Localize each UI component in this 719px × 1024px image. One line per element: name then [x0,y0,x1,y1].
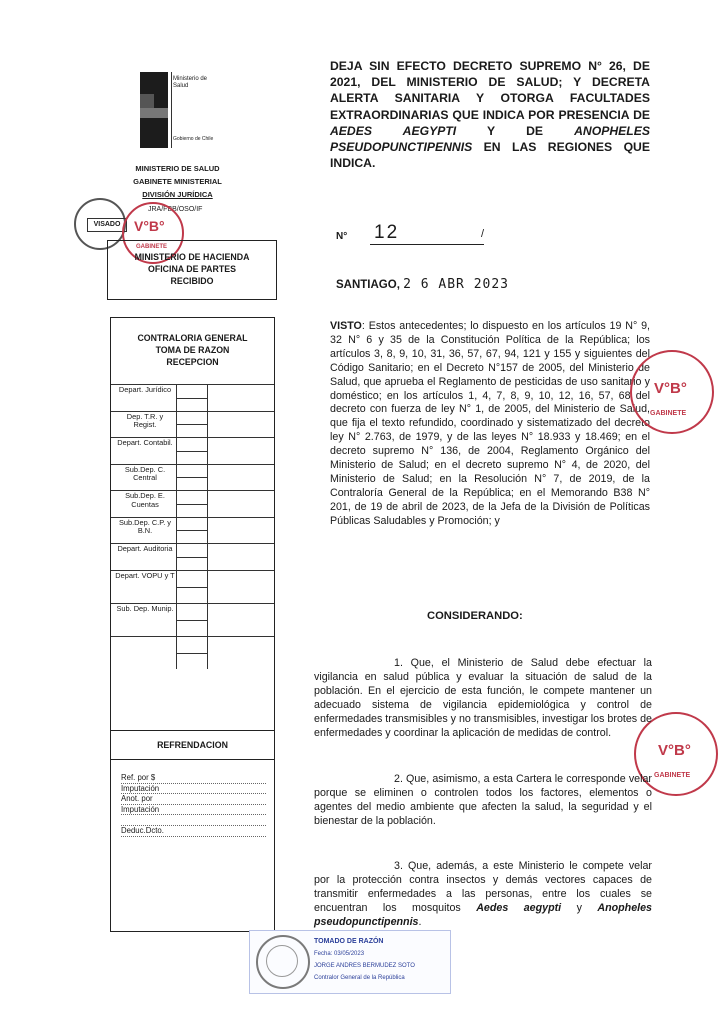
vb-mark-left: V°B° [134,218,165,234]
considerando-heading: CONSIDERANDO: [427,610,523,622]
paragraph-1-text: 1. Que, el Ministerio de Salud debe efectuar la vigilancia en salud pública y evaluar la situación de salud de la población. En el ejercicio de esta función, le compete mantener un adecuado sistema de vigilancia epidemiológica y control de enfermedades transmisibles y no transmisibles, investigar los brotes de enfermedades y coordinar la aplicación de medidas de control. [314,657,652,739]
paragraph-3 [314,860,652,930]
refrendacion-lines [121,773,266,837]
footer-date: Fecha: 03/05/2023 [314,951,365,957]
gabinete-label-bottom: GABINETE [654,772,691,779]
table-row [111,603,274,636]
paragraph-3-species-1: Aedes aegypti [476,901,562,914]
visto-text: : Estos antecedentes; lo dispuesto en los artículos 19 N° 9, 32 N° 6 y 35 de la Constitución Política de la República; los artículos 3, 8, 9, 10, 31, 36, 57, 67, 94, 121 y 155 y siguientes del Código Sanitario; en el Decreto N°157 de 2005, del Ministerio de Salud, que aprueba el Reglamento de pesticidas de uso sanitario y doméstico; en los artículos 1, 4, 7, 8, 9, 10, 12, 16, 57, 68 del decreto con fuerza de ley N° 1, de 2005, del Ministerio de Salud, que fija el texto refundido, coordinado y sistematizado del decreto ley N° 2.763, de 1979, y de las leyes N° 18.933 y 18.469; en el decreto supremo N° 136, de 2004, Reglamento Orgánico del Ministerio de Salud; en el decreto supremo N° 4, de 2020, del Ministerio de Salud; en la Resolución N° 7, de 2019, de la Contraloría General de la República; en el Memorando B38 N° 201, de 19 de abril de 2023, de la Jefa de la División de Políticas Públicas Saludables y Promoción; y [330,320,650,527]
refrendacion-line: Imputación [121,805,266,816]
footer-title: TOMADO DE RAZÓN [314,938,384,945]
title-text: DEJA SIN EFECTO DECRETO SUPREMO N° 26, DE 2021, DEL MINISTERIO DE SALUD; Y DECRETA ALERTA SANITARIA Y OTORGA FACULTADES EXTRAORDINARIAS QUE INDICA POR PRESENCIA DE [330,59,650,122]
refrendacion-line: Imputación [121,784,266,795]
decree-title [330,58,650,171]
refrendacion-line: Ref. por $ [121,773,266,784]
date-stamp: 2 6 ABR 2023 [403,277,510,292]
table-row [111,384,274,411]
refrendacion-line: Deduc.Dcto. [121,826,266,837]
hacienda-line-3: RECIBIDO [170,276,214,286]
title-species-2: ANOPHELES PSEUDOPUNCTIPENNIS [330,123,650,155]
hacienda-box [107,240,277,300]
paragraph-3-text: 3. Que, además, a este Ministerio le compete velar por la protección contra insectos y demás vectores capaces de transmitir enfermedades a las personas, entre los cuales se encuentran los mosquitos [314,860,652,914]
contraloria-header [111,318,274,384]
table-row [111,464,274,491]
row-label: Depart. Contabil. [117,438,173,447]
subsecretaria-stamp-top [630,350,714,434]
date-place: SANTIAGO, [336,279,400,291]
contraloria-seal-icon [256,935,310,989]
issuer-line-1: MINISTERIO DE SALUD [135,164,220,173]
hacienda-line-2: OFICINA DE PARTES [148,264,236,274]
visto-label: VISTO [330,320,362,332]
tomado-de-razon-box [249,930,451,994]
paragraph-3-end: . [418,915,422,928]
table-row [111,570,274,603]
table-row [111,411,274,438]
logo-emblem [140,72,168,148]
visto-paragraph [330,320,650,529]
row-label: Sub.Dep. C. Central [124,464,166,482]
logo-line-1: Ministerio de [173,76,208,82]
row-label: Depart. Auditoria [117,544,173,553]
logo-line-2: Salud [173,83,189,89]
gabinete-label-left: GABINETE [136,244,168,250]
title-end: EN LAS REGIONES QUE INDICA. [330,140,650,171]
issuer-line-3: DIVISIÓN JURÍDICA [142,190,213,199]
paragraph-2 [314,773,652,829]
footer-signer-role: Contralor General de la República [314,975,405,981]
visado-label: VISADO [87,218,127,232]
contraloria-box [110,317,275,932]
table-row [111,636,274,669]
ministry-logo [140,72,216,148]
row-label: Sub. Dep. Munip. [116,603,174,613]
refrendacion-line: Anot. por [121,794,266,805]
row-label: Depart. Jurídico [118,385,172,394]
footer-signer-name: JORGE ANDRES BERMUDEZ SOTO [314,963,415,969]
decree-number-label: N° [336,231,348,242]
row-label: Sub.Dep. C.P. y B.N. [118,517,172,535]
paragraph-3-mid: y [561,901,598,914]
logo-ministry-text [173,76,207,90]
paragraph-3-species-2: Anopheles pseudopunctipennis [314,901,652,928]
vb-mark-top: V°B° [654,380,687,397]
refrendacion-header: REFRENDACION [111,730,274,760]
row-label: Depart. VOPU y T [115,570,175,580]
decree-number-slash: / [481,228,485,240]
row-label: Dep. T.R. y Regist. [126,411,164,429]
title-mid: Y DE [456,123,575,138]
table-row [111,543,274,570]
decree-number: 12 [370,222,484,245]
contraloria-line-2: TOMA DE RAZON [155,345,230,355]
logo-footer: Gobierno de Chile [173,136,214,142]
gabinete-label-top: GABINETE [650,410,687,417]
paragraph-2-text: 2. Que, asimismo, a esta Cartera le corresponde velar porque se eliminen o controlen todos los factores, elementos o agentes del medio ambiente que afecten la salud, la seguridad y el bienestar de la población. [314,773,652,827]
reference-initials: JRA/FBB/OSO/IF [148,206,203,213]
date-line [336,277,509,292]
paragraph-1 [314,657,652,740]
contraloria-line-1: CONTRALORIA GENERAL [137,333,248,343]
issuer-block [110,162,245,201]
hacienda-line-1: MINISTERIO DE HACIENDA [134,252,250,262]
refrendacion-line [121,815,266,826]
title-species-1: AEDES AEGYPTI [330,123,457,138]
table-row [111,437,274,464]
table-row [111,490,274,517]
table-row [111,517,274,544]
contraloria-line-3: RECEPCION [166,357,219,367]
issuer-line-2: GABINETE MINISTERIAL [133,177,222,186]
vb-mark-bottom: V°B° [658,742,691,759]
row-label: Sub.Dep. E. Cuentas [125,491,165,509]
reception-grid [111,384,274,669]
